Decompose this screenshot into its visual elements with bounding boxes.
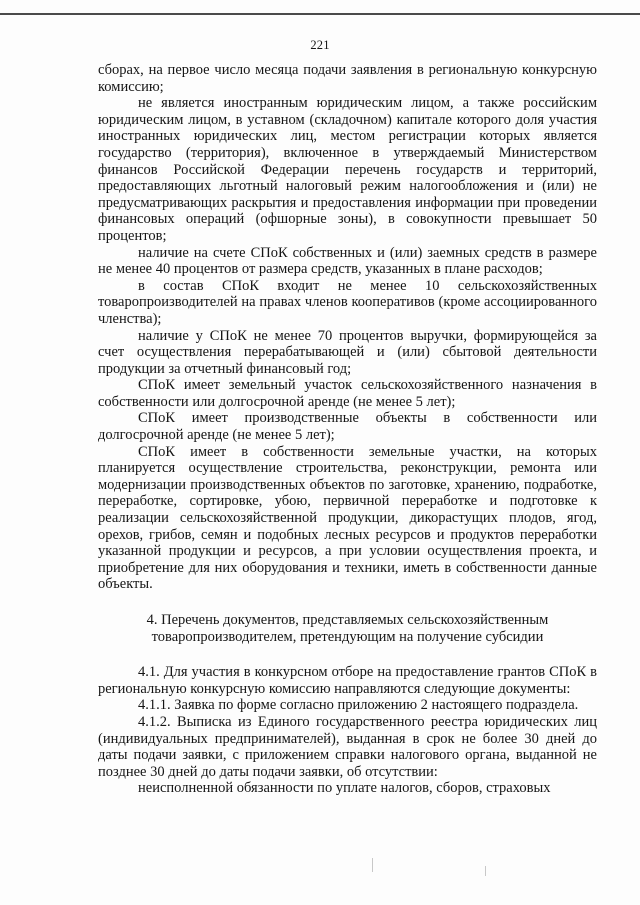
paragraph-4-1-2: 4.1.2. Выписка из Единого государственного реестра юридических лиц (индивидуальных предпринимателей), выданная в срок не более 30 дней до даты подачи заявки, с приложением справки налогового органа, выданной не позднее 30 дней до даты подачи заявки, об отсутствии: [98, 713, 597, 780]
page-number: 221 [310, 38, 330, 52]
paragraph-continuation: сборах, на первое число месяца подачи заявления в региональную конкурсную комиссию; [98, 62, 597, 95]
section-heading-line-2: товаропроизводителем, претендующим на получение субсидии [151, 628, 544, 645]
section-heading [98, 612, 597, 645]
scan-artifact-mark [485, 866, 486, 876]
scan-artifact-mark [372, 858, 373, 872]
paragraph-4-1: 4.1. Для участия в конкурсном отборе на предоставление грантов СПоК в региональную конкурсную комиссию направляются следующие документы: [98, 664, 597, 697]
document-body [98, 62, 597, 797]
paragraph-4-1-1: 4.1.1. Заявка по форме согласно приложению 2 настоящего подраздела. [138, 697, 579, 714]
paragraph-land-ownership: СПоК имеет в собственности земельные участки, на которых планируется осуществление строительства, реконструкции, ремонта или модернизации производственных объектов по заготовке, хранению, подработке, переработке, сортировке, убою, первичной переработке и подготовке к реализации сельскохозяйственной продукции, дикорастущих плодов, ягод, орехов, грибов, семян и подобных лесных ресурсов и продуктов переработки указанной продукции и ресурсов, а при условии осуществления проекта, и приобретение для них оборудования и техники, иметь в собственности данные объекты. [98, 443, 597, 593]
paragraph-membership: в состав СПоК входит не менее 10 сельскохозяйственных товаропроизводителей на правах членов кооперативов (кроме ассоциированного членства); [98, 277, 597, 327]
section-heading-line-1: 4. Перечень документов, представляемых сельскохозяйственным [146, 612, 549, 628]
paragraph-tax-obligations: неисполненной обязанности по уплате налогов, сборов, страховых [138, 780, 551, 797]
paragraph-foreign-entity: не является иностранным юридическим лицом, а также российским юридическим лицом, в уставном (складочном) капитале которого доля участия иностранных юридических лиц, местом регистрации которых является государство (территория), включенное в утверждаемый Министерством финансов Российской Федерации перечень государств и территорий, предоставляющих льготный налоговый режим налогообложения и (или) не предусматривающих раскрытия и предоставления информации при проведении финансовых операций (офшорные зоны), в совокупности превышает 50 процентов; [98, 95, 597, 244]
paragraph-revenue: наличие у СПоК не менее 70 процентов выручки, формирующейся за счет осуществления перерабатывающей и (или) сбытовой деятельности продукции за отчетный финансовый год; [98, 327, 597, 377]
paragraph-funds-on-account: наличие на счете СПоК собственных и (или) заемных средств в размере не менее 40 процентов от размера средств, указанных в плане расходов; [98, 244, 597, 278]
paragraph-land-plot: СПоК имеет земельный участок сельскохозяйственного назначения в собственности или долгосрочной аренде (не менее 5 лет); [98, 377, 597, 410]
paragraph-production-facilities: СПоК имеет производственные объекты в собственности или долгосрочной аренде (не менее 5 лет); [98, 410, 597, 444]
scan-edge-line [0, 13, 640, 15]
